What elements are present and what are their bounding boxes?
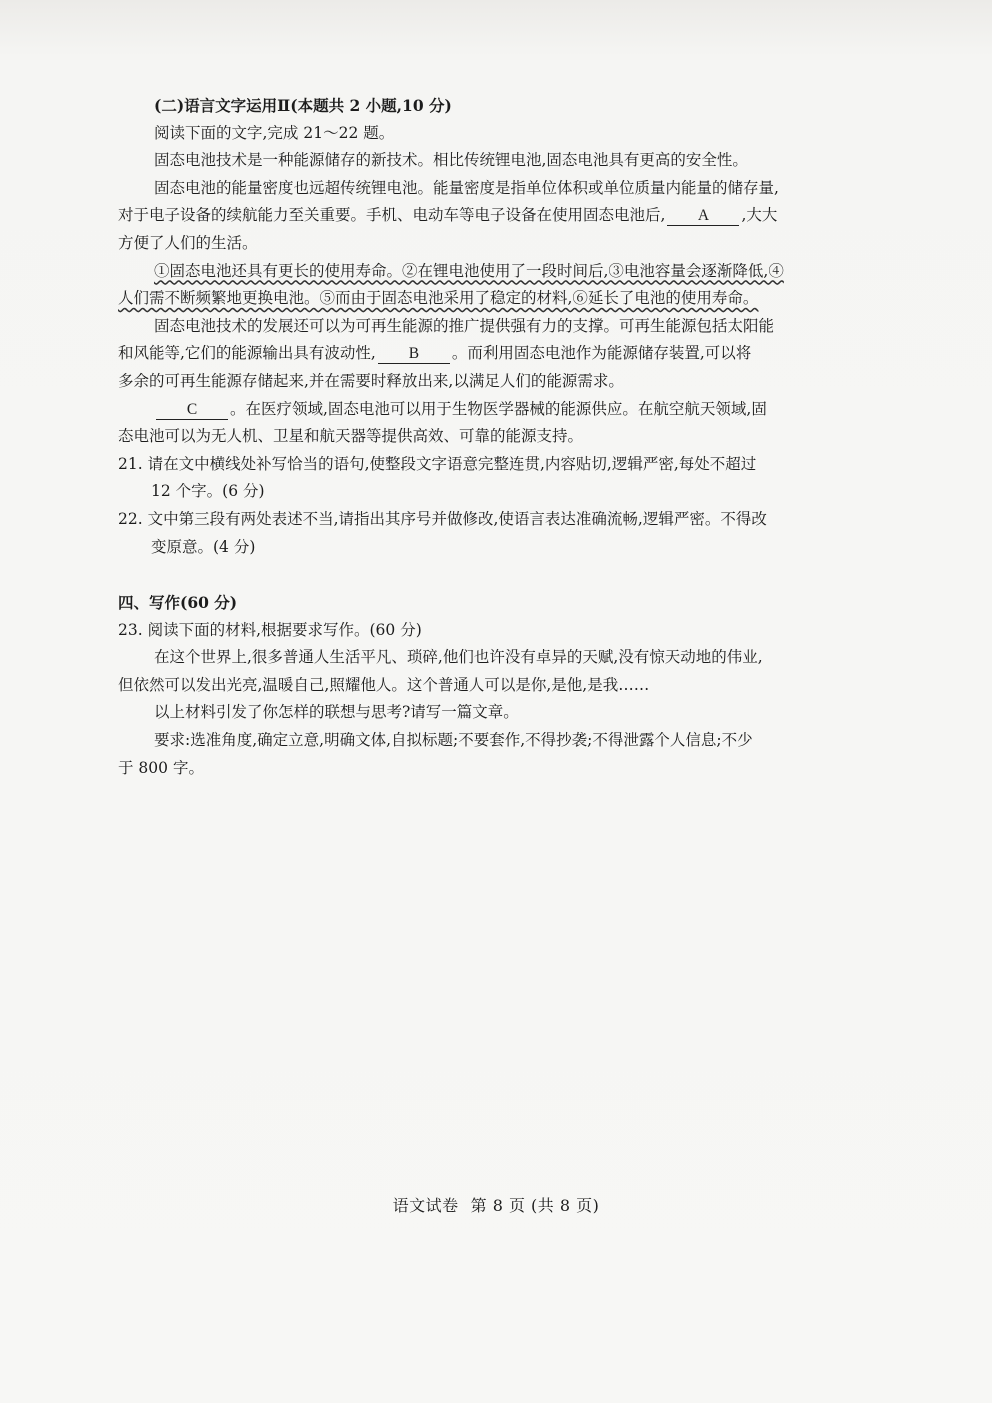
paragraph-2-text-b: ,大大 xyxy=(741,206,778,225)
paragraph-4-line-2 xyxy=(118,340,888,368)
paragraph-2-text-a: 对于电子设备的续航能力至关重要。手机、电动车等电子设备在使用固态电池后, xyxy=(118,206,666,225)
section-instruction: 阅读下面的文字,完成 21～22 题。 xyxy=(154,123,395,142)
blank-b[interactable]: B xyxy=(378,345,450,364)
paragraph-2-line-1: 固态电池的能量密度也远超传统锂电池。能量密度是指单位体积或单位质量内能量的储存量, xyxy=(154,178,779,197)
paragraph-2-line-2 xyxy=(118,202,888,230)
paragraph-4-text-b: 。而利用固态电池作为能源储存装置,可以将 xyxy=(451,344,752,363)
question-21-line-2: 12 个字。(6 分) xyxy=(151,482,265,501)
paragraph-5-line-1 xyxy=(118,396,888,424)
footer-page-number: 第 8 页 (共 8 页) xyxy=(470,1196,600,1215)
section-title: (二)语言文字运用Ⅱ(本题共 2 小题,10 分) xyxy=(154,96,452,115)
material-line-1: 在这个世界上,很多普通人生活平凡、琐碎,他们也许没有卓异的天赋,没有惊天动地的伟业, xyxy=(154,648,763,667)
writing-section-title: 四、写作(60 分) xyxy=(118,593,238,613)
paragraph-2-line-3: 方便了人们的生活。 xyxy=(118,233,258,252)
paragraph-4-line-1: 固态电池技术的发展还可以为可再生能源的推广提供强有力的支撑。可再生能源包括太阳能 xyxy=(154,316,775,335)
paragraph-4-text-a: 和风能等,它们的能源输出具有波动性, xyxy=(118,344,376,363)
material-line-2: 但依然可以发出光亮,温暖自己,照耀他人。这个普通人可以是你,是他,是我…… xyxy=(118,675,650,694)
blank-c[interactable]: C xyxy=(156,401,228,420)
question-22-line-2: 变原意。(4 分) xyxy=(151,537,256,556)
page-content xyxy=(118,92,888,782)
spacer xyxy=(118,561,888,589)
paragraph-5-line-2: 态电池可以为无人机、卫星和航天器等提供高效、可靠的能源支持。 xyxy=(118,427,584,446)
requirements-line-1: 要求:选准角度,确定立意,明确文体,自拟标题;不要套作,不得抄袭;不得泄露个人信息;不少 xyxy=(154,731,753,750)
footer-subject: 语文试卷 xyxy=(392,1196,459,1215)
page-footer xyxy=(0,1193,992,1216)
question-22-line-1: 22. 文中第三段有两处表述不当,请指出其序号并做修改,使语言表达准确流畅,逻辑严密。不得改 xyxy=(118,509,767,528)
material-prompt: 以上材料引发了你怎样的联想与思考?请写一篇文章。 xyxy=(154,703,519,722)
paragraph-5-text: 。在医疗领域,固态电池可以用于生物医学器械的能源供应。在航空航天领域,固 xyxy=(230,399,767,418)
paragraph-3-line-1: ①固态电池还具有更长的使用寿命。②在锂电池使用了一段时间后,③电池容量会逐渐降低,④ xyxy=(154,261,784,280)
question-21-line-1: 21. 请在文中横线处补写恰当的语句,使整段文字语意完整连贯,内容贴切,逻辑严密,每处不超过 xyxy=(118,454,757,473)
blank-a[interactable]: A xyxy=(667,207,739,226)
paragraph-3-line-2: 人们需不断频繁地更换电池。⑤而由于固态电池采用了稳定的材料,⑥延长了电池的使用寿命。 xyxy=(118,289,759,308)
paragraph-1: 固态电池技术是一种能源储存的新技术。相比传统锂电池,固态电池具有更高的安全性。 xyxy=(154,151,748,170)
question-23: 23. 阅读下面的材料,根据要求写作。(60 分) xyxy=(118,620,422,639)
paragraph-4-line-3: 多余的可再生能源存储起来,并在需要时释放出来,以满足人们的能源需求。 xyxy=(118,371,624,390)
requirements-line-2: 于 800 字。 xyxy=(118,758,204,777)
